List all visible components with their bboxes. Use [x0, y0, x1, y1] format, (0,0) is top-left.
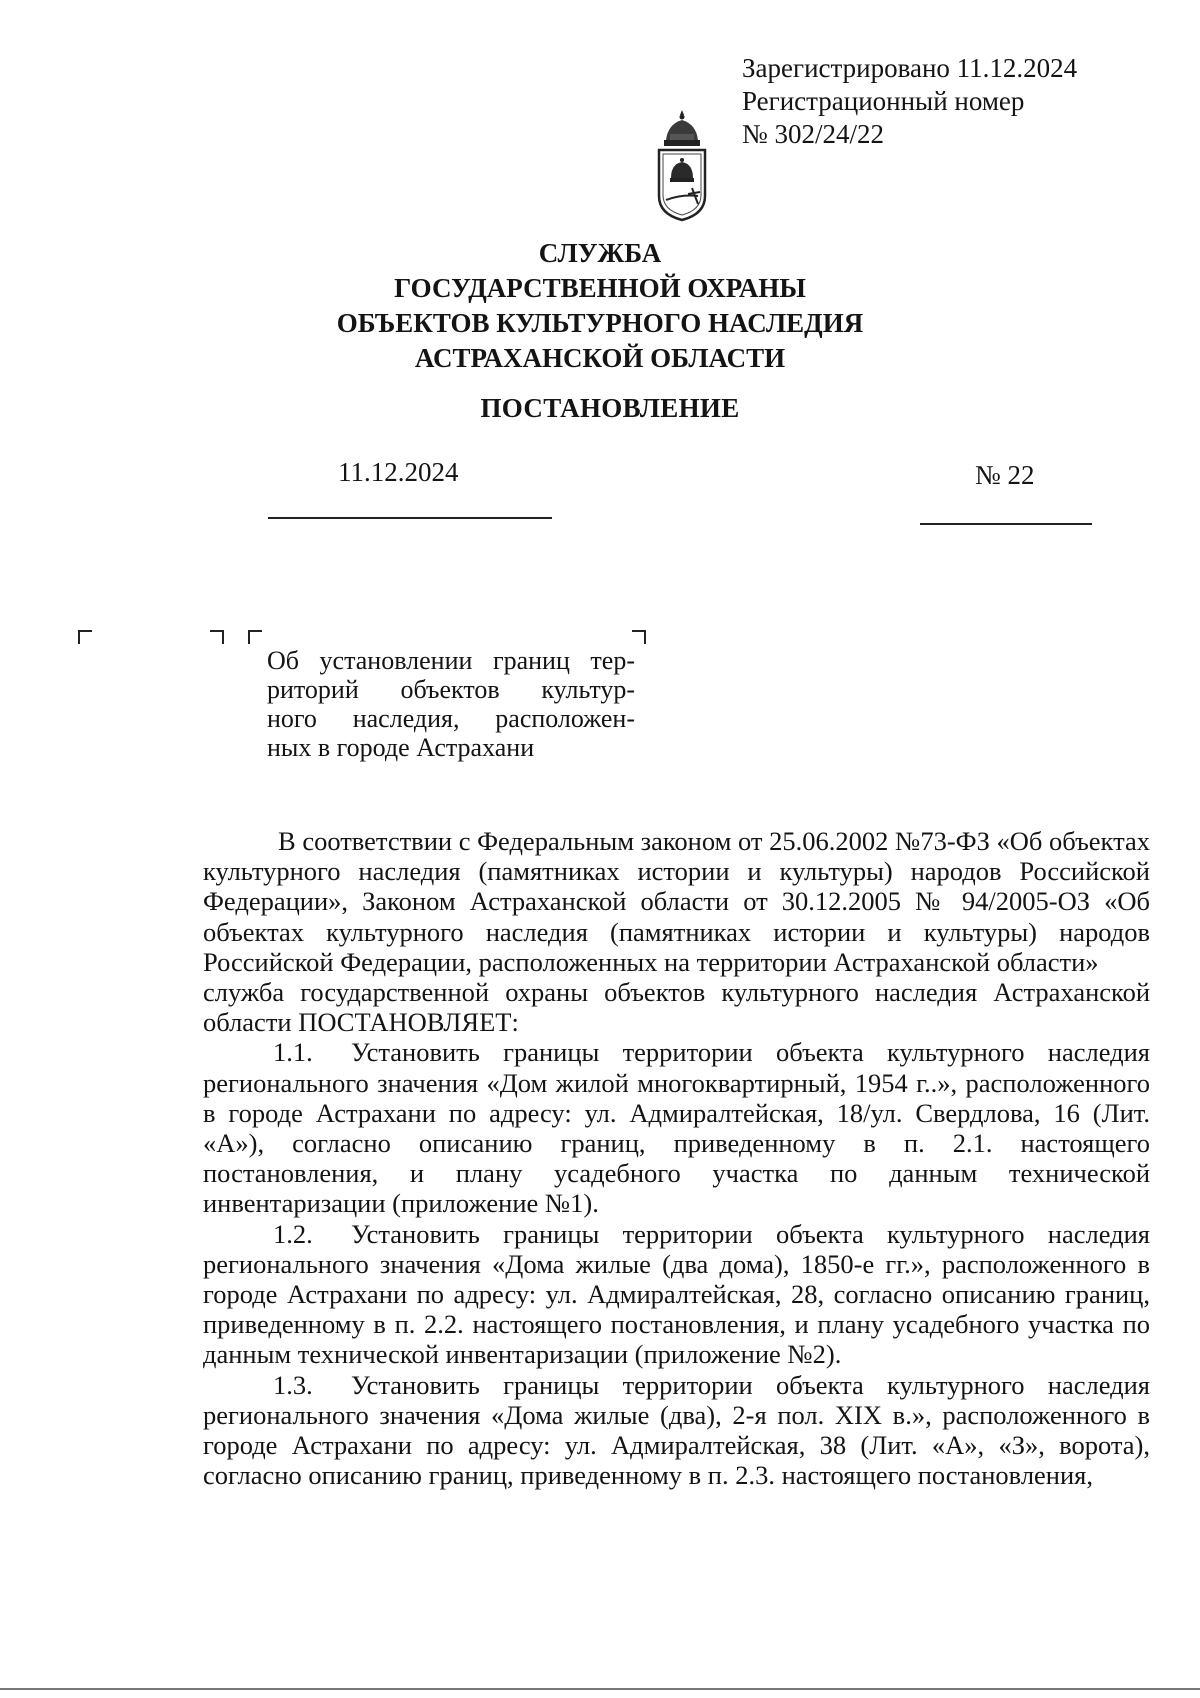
corner-mark: [78, 630, 92, 644]
corner-mark: [248, 630, 262, 644]
astrakhan-coat-of-arms-icon: [654, 110, 710, 222]
organization-line: ОБЪЕКТОВ КУЛЬТУРНОГО НАСЛЕДИЯ: [336, 308, 864, 338]
scan-bottom-edge: [0, 1688, 1200, 1690]
subject-line: риторий объектов культур-: [267, 675, 635, 704]
organization-line: ГОСУДАРСТВЕННОЙ ОХРАНЫ: [394, 273, 806, 303]
date-underline: [268, 517, 552, 519]
registration-date: Зарегистрировано 11.12.2024: [742, 53, 1078, 83]
item-text: Установить границы территории объекта культурного наследия регионального значения «Дома жилые (два), 2-я пол. XIX в.», расположенного в городе Астрахани по адресу: ул. Адмиралтейская, 38 (Лит. «А», «З», ворота), согласно описанию границ, приведенному в п. 2.3. настоящего постановления,: [203, 1369, 1150, 1491]
corner-mark: [210, 630, 224, 644]
list-item: [203, 1370, 1150, 1491]
document-date: 11.12.2024: [338, 457, 459, 487]
registration-number: № 302/24/22: [742, 119, 885, 149]
number-underline: [920, 523, 1092, 525]
item-text: Установить границы территории объекта культурного наследия регионального значения «Дом жилой многоквартирный, 1954 г..», расположенного в городе Астрахани по адресу: ул. Адмиралтейская, 18/ул. Свердлова, 16 (Лит. «А»), согласно описанию границ, приведенному в п. 2.1. настоящего постановления, и плану усадебного участка по данным технической инвентаризации (приложение №1).: [203, 1037, 1150, 1219]
item-text: Установить границы территории объекта культурного наследия регионального значения «Дома жилые (два дома), 1850-е гг.», расположенного в городе Астрахани по адресу: ул. Адмиралтейская, 28, согласно описанию границ, приведенному в п. 2.2. настоящего постановления, и плану усадебного участка по данным технической инвентаризации (приложение №2).: [203, 1218, 1150, 1370]
item-number: 1.2.: [273, 1218, 313, 1249]
registration-block: [742, 52, 1077, 151]
item-number: 1.1.: [273, 1037, 313, 1068]
list-item: [203, 1037, 1150, 1218]
subject-line: ного наследия, расположен-: [267, 704, 635, 733]
preamble-paragraph: В соответствии с Федеральным законом от 25.06.2002 №73-ФЗ «Об объектах культурного наследия (памятниках истории и культуры) народов Российской Федерации», Законом Астраханской области от 30.12.2005 № 94/2005-ОЗ «Об объектах культурного наследия (памятниках истории и культуры) народов Российской Федерации, расположенных на территории Астраханской области»: [203, 826, 1150, 977]
registration-number-label: Регистрационный номер: [742, 86, 1025, 116]
document-subject: [267, 646, 635, 762]
corner-mark: [632, 630, 646, 644]
list-item: [203, 1219, 1150, 1370]
subject-line: Об установлении границ тер-: [267, 646, 635, 675]
document-body: [203, 826, 1150, 1490]
organization-line: АСТРАХАНСКОЙ ОБЛАСТИ: [414, 343, 786, 373]
subject-line: ных в городе Астрахани: [267, 733, 535, 762]
organization-name: [300, 236, 900, 376]
document-type: ПОСТАНОВЛЕНИЕ: [480, 393, 740, 423]
organization-line: СЛУЖБА: [538, 238, 662, 268]
document-number: № 22: [975, 460, 1035, 490]
decree-paragraph: служба государственной охраны объектов культурного наследия Астраханской области ПОСТАНОВЛЯЕТ:: [203, 977, 1150, 1038]
item-number: 1.3.: [273, 1369, 313, 1400]
